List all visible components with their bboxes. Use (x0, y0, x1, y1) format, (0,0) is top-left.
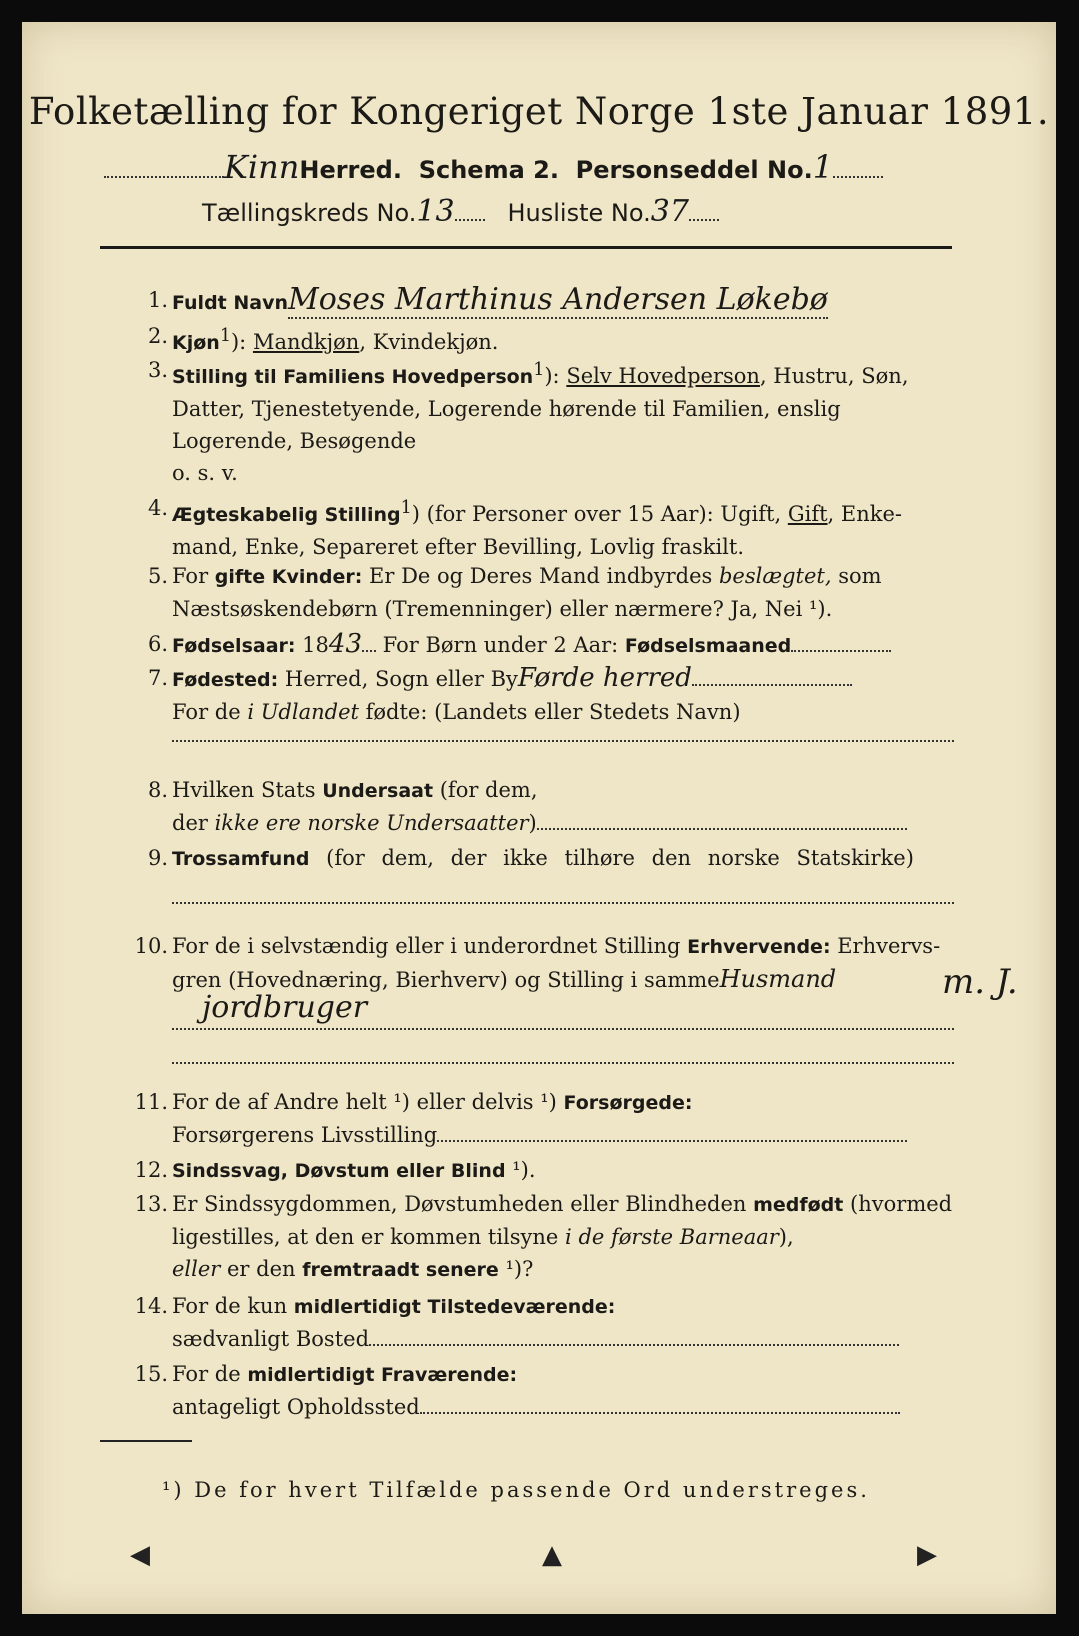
kreds-label: Tællingskreds No. (202, 199, 417, 227)
married-women-pre: For (172, 564, 215, 588)
congenital-line3-rest: ¹)? (498, 1257, 534, 1281)
occupation-pre: For de i selvstændig eller i underordnet Stilling (172, 934, 688, 958)
citizenship-rest: (for dem, (433, 778, 538, 802)
birth-year-handwritten: 43 (328, 629, 362, 659)
birth-month-text: For Børn under 2 Aar: (376, 633, 625, 657)
citizenship-pre: Hvilken Stats (172, 778, 323, 802)
supported-pre: For de af Andre helt ¹) eller delvis ¹) (172, 1090, 564, 1114)
question-number: 6. (147, 632, 168, 656)
footnote-ref: 1 (400, 498, 412, 518)
family-position-label: Stilling til Familiens Hovedperson (172, 366, 534, 388)
question-number: 8. (147, 778, 168, 802)
position-options-line-4: o. s. v. (172, 461, 238, 485)
congenital-line3-italic: eller (172, 1257, 221, 1281)
position-options-line-3: Logerende, Besøgende (172, 429, 417, 453)
colon: ): (544, 364, 560, 388)
herred-handwritten: Kinn (224, 148, 300, 186)
congenital-pre: Er Sindssygdommen, Døvstumheden eller Blindheden (172, 1192, 754, 1216)
blank-line (172, 740, 954, 742)
religion-label: Trossamfund (172, 848, 310, 870)
kreds-handwritten: 13 (416, 194, 455, 229)
temporary-present-label: midlertidigt Tilstedeværende: (293, 1296, 616, 1318)
question-number: 5. (147, 564, 168, 588)
birth-year-prefix: 18 (295, 633, 329, 657)
question-number: 1. (147, 288, 168, 312)
marital-options-line-2: mand, Enke, Separeret efter Bevilling, Lovlig fraskilt. (172, 535, 745, 559)
marital-option-underlined: Gift (787, 502, 828, 526)
birthplace-handwritten: Førde herred (517, 663, 692, 693)
birthplace-label: Fødested: (172, 669, 279, 691)
footnote-ref: 1 (533, 360, 545, 380)
header-rule (100, 246, 952, 249)
congenital-label: medfødt (753, 1194, 844, 1216)
married-women-label: gifte Kvinder: (214, 566, 363, 588)
occupation-label: Erhvervende: (687, 936, 831, 958)
disability-label: Sindssvag, Døvstum eller Blind (172, 1160, 506, 1182)
abroad-rest: fødte: (Landets eller Stedets Navn) (358, 700, 741, 724)
position-options-rest: , Hustru, Søn, (759, 364, 909, 388)
blank-line (172, 1062, 954, 1064)
census-form (22, 22, 1056, 1614)
temporary-present-pre: For de kun (172, 1294, 294, 1318)
husliste-label: Husliste No. (507, 199, 651, 227)
husliste-handwritten: 37 (650, 194, 689, 229)
religion-text: (for dem, der ikke tilhøre den norske Statskirke) (309, 846, 914, 870)
temporary-absent-pre: For de (172, 1362, 248, 1386)
arrow-right-mark: ▶ (917, 1540, 937, 1570)
header-line-2 (202, 194, 719, 229)
full-name-handwritten: Moses Marthinus Andersen Løkebø (288, 282, 828, 317)
question-number: 15. (134, 1362, 168, 1386)
occupation-line-3 (172, 990, 954, 1030)
abroad-italic: i Udlandet (247, 700, 359, 724)
footnote: ¹) De for hvert Tilfælde passende Ord understreges. (162, 1478, 870, 1502)
citizenship-line2-italic: ikke ere norske Undersaatter (214, 811, 529, 835)
question-number: 13. (134, 1192, 168, 1216)
congenital-line3-bold: fremtraadt senere (302, 1259, 499, 1281)
herred-label: Herred. (299, 156, 402, 184)
marital-status-text: ) (for Personer over 15 Aar): Ugift, (411, 502, 788, 526)
abroad-pre: For de (172, 700, 248, 724)
full-name-label: Fuldt Navn (172, 292, 289, 314)
sex-label: Kjøn (172, 332, 220, 354)
question-number: 12. (134, 1158, 168, 1182)
blank-line (172, 902, 954, 904)
header-line-1 (104, 148, 883, 186)
disability-rest: ¹). (505, 1158, 536, 1182)
temporary-absent-label: midlertidigt Fraværende: (247, 1364, 518, 1386)
schema-label: Schema 2. (418, 156, 559, 184)
birth-year-label: Fødselsaar: (172, 635, 296, 657)
occupation-line-2: gren (Hovednæring, Bierhverv) og Stilling i samme (172, 968, 720, 992)
personseddel-label: Personseddel No. (575, 156, 813, 184)
related-italic: beslægtet, (718, 564, 832, 588)
question-number: 4. (147, 496, 168, 520)
question-number: 14. (134, 1294, 168, 1318)
occupation-handwritten-2: jordbruger (202, 990, 368, 1025)
question-number: 2. (147, 324, 168, 348)
personseddel-handwritten: 1 (812, 148, 834, 186)
congenital-line2-pre: ligestilles, at den er kommen tilsyne (172, 1225, 566, 1249)
citizenship-label: Undersaat (322, 780, 434, 802)
position-option-underlined: Selv Hovedperson (566, 364, 760, 388)
congenital-line3-pre: er den (220, 1257, 303, 1281)
supporter-occupation-text: Forsørgerens Livsstilling (172, 1123, 438, 1147)
citizenship-line2-pre: der (172, 811, 215, 835)
arrow-up-mark: ▲ (542, 1540, 562, 1570)
sex-option-male-underlined: Mandkjøn (252, 330, 360, 354)
arrow-left-mark: ◀ (130, 1540, 150, 1570)
birth-month-label: Fødselsmaaned (624, 635, 792, 657)
supported-label: Forsørgede: (563, 1092, 693, 1114)
presumed-stay-text: antageligt Opholdssted (172, 1395, 420, 1419)
birthplace-text: Herred, Sogn eller By (278, 667, 518, 691)
marital-options-rest: , Enke- (827, 502, 902, 526)
married-women-line-2: Næstsøskendebørn (Tremenninger) eller nærmere? Ja, Nei ¹). (172, 597, 833, 621)
question-number: 11. (134, 1090, 168, 1114)
congenital-rest: (hvormed (843, 1192, 953, 1216)
occupation-handwritten-1: Husmand (719, 965, 837, 993)
married-women-text: Er De og Deres Mand indbyrdes (362, 564, 719, 588)
position-options-line-2: Datter, Tjenestetyende, Logerende hørende til Familien, enslig (172, 397, 841, 421)
congenital-line2-rest: ), (778, 1225, 794, 1249)
form-title: Folketælling for Kongeriget Norge 1ste Januar 1891. (28, 90, 1050, 133)
colon: ): (230, 330, 247, 354)
occupation-rest: Erhvervs- (830, 934, 941, 958)
usual-residence-text: sædvanligt Bosted (172, 1327, 370, 1351)
question-number: 7. (147, 666, 168, 690)
question-number: 9. (147, 846, 168, 870)
question-number: 10. (134, 934, 168, 958)
question-number: 3. (147, 358, 168, 382)
marital-status-label: Ægteskabelig Stilling (172, 504, 401, 526)
married-women-rest: som (831, 564, 882, 588)
congenital-line2-italic: i de første Barneaar (565, 1225, 779, 1249)
citizenship-line2-rest: ) (528, 811, 537, 835)
occupation-handwritten-margin: m. J. (942, 962, 1018, 1002)
footnote-rule (100, 1440, 192, 1442)
sex-options-rest: , Kvindekjøn. (359, 330, 499, 354)
footnote-ref: 1 (219, 326, 231, 346)
